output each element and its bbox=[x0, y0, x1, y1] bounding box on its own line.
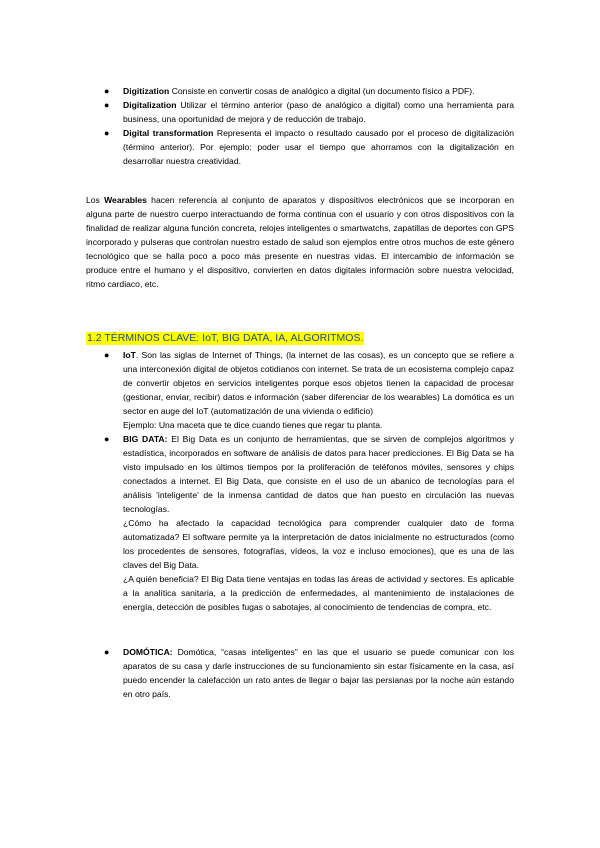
bullet-icon: ● bbox=[104, 647, 110, 657]
wearables-text: hacen referencia al conjunto de aparatos y dispositivos electrónicos que se incorporan en alguna parte de nuestro cuerpo interactuando de forma continua con el usuario y con otros dispositivos con la finalidad de realizar alguna función concreta, relojes inteligentes o smartwatchs, zapatillas de deportes con GPS incorporado y pulseras que controlan nuestro estado de salud son ejemplos entre otros muchos de este género tecnológico que se halla poco a poco más presente en nuestras vidas. El intercambio de información se produce entre el humano y el dispositivo, convierten en datos digitales información sobre nuestra velocidad, ritmo cardiaco, etc. bbox=[86, 195, 514, 289]
bullet-icon: ● bbox=[104, 128, 110, 138]
term-digitization: Digitization bbox=[123, 86, 170, 96]
list-item bbox=[0, 432, 600, 614]
digital-terms-list bbox=[0, 84, 600, 168]
term-domotica: DOMÓTICA: bbox=[123, 647, 173, 657]
bullet-icon: ● bbox=[104, 100, 110, 110]
bullet-icon: ● bbox=[104, 434, 110, 444]
wearables-prefix: Los bbox=[86, 195, 105, 205]
bullet-icon: ● bbox=[104, 86, 110, 96]
list-item bbox=[0, 348, 600, 432]
term-definition: . Son las siglas de Internet of Things, (la internet de las cosas), es un concepto que se refiere a una interconexión digital de objetos cotidianos con internet. Se trata de un ecosistema complejo capaz de convertir objetos en servicios inteligentes porque esos objetos tienen la capacidad de procesar (gestionar, enviar, recibir) datos e información (saber diferenciar de los wearables) La domótica es un sector en auge del IoT (automatización de una vivienda o edificio) bbox=[123, 350, 514, 416]
big-data-question-2: ¿A quién beneficia? El Big Data tiene ventajas en todas las áreas de actividad y sectores. Es aplicable a la analítica sanitaria, a la predicción de enfermedades, al mantenimiento de instalaciones de energía, detección de posibles fugas o sabotajes, al conocimiento de tendencias de compra, etc. bbox=[123, 574, 514, 612]
term-definition: Consiste en convertir cosas de analógico a digital (un documento físico a PDF). bbox=[169, 86, 475, 96]
term-digitalization: Digitalization bbox=[123, 100, 177, 110]
term-wearables: Wearables bbox=[104, 195, 147, 205]
domotica-list bbox=[0, 645, 600, 701]
term-definition: Utilizar el término anterior (paso de analógico a digital) como una herramienta para business, una oportunidad de mejora y de reducción de trabajo. bbox=[123, 100, 514, 124]
list-item bbox=[0, 98, 600, 126]
term-big-data: BIG DATA: bbox=[123, 434, 168, 444]
term-definition: Representa el impacto o resultado causado por el proceso de digitalización (término anterior). Por ejemplo: poder usar el tiempo que ahorramos con la digitalización en desarrollar nuestra creatividad. bbox=[123, 128, 514, 166]
bullet-icon: ● bbox=[104, 350, 110, 360]
term-definition: Domótica, “casas inteligentes” en las que el usuario se puede comunicar con los aparatos de su casa y darle instrucciones de su funcionamiento sin estar físicamente en la casa, así puedo encender la calefacción un rato antes de llegar o bajar las persianas por la noche aún estando en otro país. bbox=[123, 647, 514, 699]
list-item bbox=[0, 645, 600, 701]
wearables-paragraph bbox=[86, 193, 514, 291]
iot-example: Ejemplo: Una maceta que te dice cuando tienes que regar tu planta. bbox=[123, 420, 383, 430]
list-item bbox=[0, 84, 600, 98]
section-heading: 1.2 TÉRMINOS CLAVE: IoT, BIG DATA, IA, ALGORITMOS. bbox=[87, 332, 364, 344]
big-data-question-1: ¿Cómo ha afectado la capacidad tecnológica para comprender cualquier dato de forma automatizada? El software permite ya la interpretación de datos inicialmente no estructurados (como los procedentes de sensores, fotografías, vídeos, la voz e incluso emociones), que es una de las claves del Big Data. bbox=[123, 518, 514, 570]
list-item bbox=[0, 126, 600, 168]
term-iot: IoT bbox=[123, 350, 136, 360]
key-terms-list bbox=[0, 348, 600, 614]
term-digital-transformation: Digital transformation bbox=[123, 128, 214, 138]
term-definition: El Big Data es un conjunto de herramientas, que se sirven de complejos algoritmos y estadística, incorporados en software de análisis de datos para hacer predicciones. El Big Data se ha visto impulsado en los últimos tiempos por la proliferación de teléfonos móviles, sensores y chips conectados a internet. El Big Data, que consiste en el uso de un abanico de tecnologías para el análisis 'inteligente' de la inmensa cantidad de datos que han puesto en circulación las nuevas tecnologías. bbox=[123, 434, 514, 514]
